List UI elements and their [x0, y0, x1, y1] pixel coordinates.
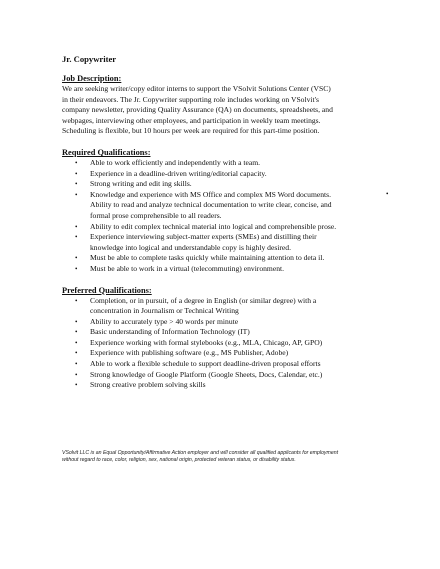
qualification-line: Strong writing and edit ing skills. — [90, 179, 192, 189]
qualification-item — [62, 179, 392, 190]
preferred-qualifications-list — [62, 296, 392, 391]
qualification-item — [62, 190, 392, 222]
job-description-heading: Job Description: — [62, 74, 122, 83]
bullet-icon: • — [75, 158, 78, 167]
qualification-item — [62, 370, 392, 381]
bullet-icon: • — [75, 180, 78, 189]
job-title: Jr. Copywriter — [62, 54, 117, 64]
qualification-line: Ability to edit complex technical material into logical and comprehensible prose. — [90, 221, 337, 231]
bullet-icon: • — [75, 328, 78, 337]
qualification-line: Knowledge and experience with MS Office and complex MS Word documents. — [90, 189, 331, 199]
qualification-line: Must be able to work in a virtual (telecommuting) environment. — [90, 263, 285, 273]
qualification-item — [62, 158, 392, 169]
bullet-icon: • — [75, 370, 78, 379]
qualification-item — [62, 169, 392, 180]
qualification-line: concentration in Journalism or Technical Writing — [90, 306, 239, 316]
required-qualifications-list — [62, 158, 392, 275]
document-body — [62, 54, 392, 401]
qualification-line: Ability to accurately type > 40 words per minute — [90, 316, 239, 326]
qualification-line: Must be able to complete tasks quickly while maintaining attention to deta il. — [90, 253, 325, 263]
qualification-line: Basic understanding of Information Technology (IT) — [90, 327, 250, 337]
qualification-line: Strong creative problem solving skills — [90, 380, 206, 390]
bullet-icon: • — [75, 233, 78, 242]
job-description-section — [62, 73, 392, 137]
qualification-line: formal prose comprehensible to all readers. — [90, 210, 222, 220]
qualification-line: Able to work a flexible schedule to support deadline-driven proposal efforts — [90, 359, 321, 369]
bullet-icon: • — [75, 317, 78, 326]
footer-line: without regard to race, color, religion, sex, national origin, protected veteran status, or disability status. — [62, 457, 296, 464]
eeo-footer — [62, 450, 392, 464]
qualification-item — [62, 359, 392, 370]
bullet-icon: • — [75, 169, 78, 178]
bullet-icon: • — [75, 254, 78, 263]
qualification-line: Completion, or in pursuit, of a degree in English (or similar degree) with a — [90, 295, 317, 305]
qualification-line: Able to work efficiently and independently with a team. — [90, 157, 261, 167]
bullet-icon: • — [75, 222, 78, 231]
footer-line: VSolvit LLC is an Equal Opportunity/Affirmative Action employer and will consider all qualified applicants for employment — [62, 450, 339, 456]
qualification-line: Strong knowledge of Google Platform (Google Sheets, Docs, Calendar, etc.) — [90, 369, 323, 379]
qualification-line: knowledge into logical and understandable copy is highly desired. — [90, 242, 291, 252]
qualification-item — [62, 380, 392, 391]
bullet-icon: • — [75, 264, 78, 273]
qualification-line: Experience in a deadline-driven writing/editorial capacity. — [90, 168, 267, 178]
qualification-item — [62, 264, 392, 275]
qualification-item — [62, 327, 392, 338]
preferred-qualifications-heading: Preferred Qualifications: — [62, 285, 152, 295]
qualification-line: Experience working with formal stylebooks (e.g., MLA, Chicago, AP, GPO) — [90, 337, 323, 347]
job-description-line: Scheduling is flexible, but 10 hours per week are required for this part-time position. — [62, 126, 320, 136]
qualification-item — [62, 222, 392, 233]
required-qualifications-heading: Required Qualifications: — [62, 147, 151, 157]
qualification-item — [62, 296, 392, 317]
qualification-item — [62, 253, 392, 264]
qualification-item — [62, 338, 392, 349]
bullet-icon: • — [75, 190, 78, 199]
qualification-item — [62, 232, 392, 253]
bullet-icon: • — [75, 360, 78, 369]
bullet-icon: • — [75, 338, 78, 347]
bullet-icon: • — [75, 349, 78, 358]
job-description-line: webpages, interviewing other employees, and participation in weekly team meetings. — [62, 115, 321, 125]
job-description-line: We are seeking writer/copy editor interns to support the VSolvit Solutions Center (VSC) — [62, 84, 331, 93]
bullet-icon: • — [75, 296, 78, 305]
qualification-line: Experience with publishing software (e.g., MS Publisher, Adobe) — [90, 348, 289, 358]
qualification-line: Ability to read and analyze technical documentation to write clear, concise, and — [90, 200, 332, 210]
qualification-item — [62, 348, 392, 359]
required-qualifications-section — [62, 147, 392, 275]
preferred-qualifications-section — [62, 285, 392, 391]
job-description-line: company newsletter, providing Quality Assurance (QA) on documents, spreadsheets, and — [62, 105, 333, 115]
stray-bullet: • — [386, 189, 389, 198]
bullet-icon: • — [75, 381, 78, 390]
qualification-line: Experience interviewing subject-matter experts (SMEs) and distilling their — [90, 232, 317, 242]
job-description-line: in their endeavors. The Jr. Copywriter supporting role includes working on VSolvit's — [62, 94, 319, 104]
qualification-item — [62, 317, 392, 328]
